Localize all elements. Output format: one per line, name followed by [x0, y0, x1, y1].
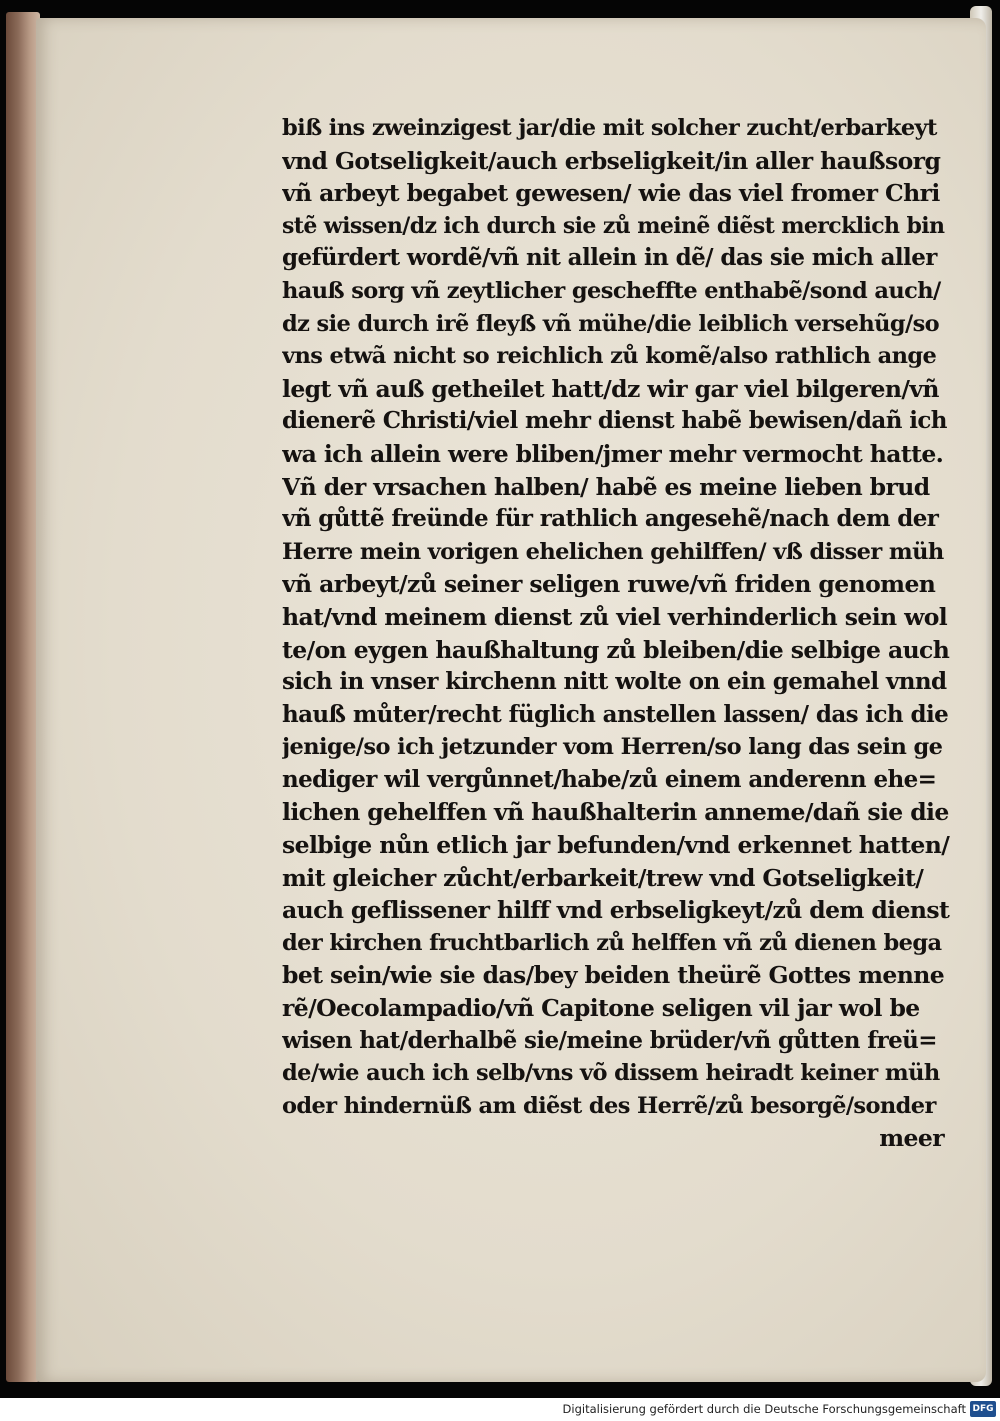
text-line: legt vñ auß getheilet hatt/dz wir gar viel bilgeren/vñ: [282, 374, 939, 403]
text-line: hauß můter/recht füglich anstellen lassen/ das ich die: [282, 700, 949, 728]
catchword: meer: [879, 1124, 944, 1153]
text-line: wisen hat/derhalbẽ sie/meine brüder/vñ gůtten freü=: [282, 1026, 937, 1054]
text-line: vñ gůttẽ freünde für rathlich angesehẽ/nach dem der: [282, 505, 939, 533]
text-line: nediger wil vergůnnet/habe/zů einem anderenn ehe=: [282, 765, 937, 793]
text-line: hat/vnd meinem dienst zů viel verhinderlich sein wol: [282, 602, 948, 631]
text-line: gefürdert wordẽ/vñ nit allein in dẽ/ das sie mich aller: [282, 244, 937, 272]
text-line: vñ arbeyt/zů seiner seligen ruwe/vñ friden genomen: [282, 570, 936, 599]
text-line: Vñ der vrsachen halben/ habẽ es meine lieben brud: [282, 472, 930, 501]
text-line: lichen gehelffen vñ haußhalterin anneme/dañ sie die: [282, 798, 949, 827]
text-line: stẽ wissen/dz ich durch sie zů meinẽ diẽst mercklich bin: [282, 212, 945, 239]
text-line: der kirchen fruchtbarlich zů helffen vñ zů dienen bega: [282, 929, 942, 956]
text-line: rẽ/Oecolampadio/vñ Capitone seligen vil jar wol be: [282, 994, 920, 1023]
digitization-credit: Digitalisierung gefördert durch die Deutsche Forschungsgemeinschaft: [562, 1402, 966, 1416]
text-line: hauß sorg vñ zeytlicher gescheffte enthabẽ/sond auch/: [282, 277, 941, 304]
text-line: oder hindernüß am diẽst des Herrẽ/zů besorgẽ/sonder: [282, 1092, 936, 1119]
page-text-block: [282, 112, 950, 1155]
text-line: jenige/so ich jetzunder vom Herren/so lang das sein ge: [282, 734, 943, 761]
book-fore-edge-left: [6, 12, 40, 1382]
footer-bar: [0, 1398, 1000, 1421]
text-line: sich in vnser kirchenn nitt wolte on ein gemahel vnnd: [282, 668, 947, 696]
text-line: dienerẽ Christi/viel mehr dienst habẽ bewisen/dañ ich: [282, 407, 947, 435]
text-line: te/on eygen haußhaltung zů bleiben/die selbige auch: [282, 635, 950, 664]
text-line: Herre mein vorigen ehelichen gehilffen/ vß disser müh: [282, 538, 944, 565]
text-line: wa ich allein were bliben/jmer mehr vermocht hatte.: [282, 439, 944, 468]
text-line: biß ins zweinzigest jar/die mit solcher zucht/erbarkeyt: [282, 115, 937, 141]
text-line: dz sie durch irẽ fleyß vñ mühe/die leiblich versehũg/so: [282, 310, 940, 337]
text-line: mit gleicher zůcht/erbarkeit/trew vnd Gotseligkeit/: [282, 863, 924, 892]
dfg-logo: DFG: [970, 1401, 996, 1417]
text-line: vñ arbeyt begabet gewesen/ wie das viel fromer Chri: [282, 179, 940, 208]
text-line: bet sein/wie sie das/bey beiden theürẽ Gottes menne: [282, 961, 945, 990]
text-line: vns etwã nicht so reichlich zů komẽ/also rathlich ange: [282, 343, 937, 370]
text-line: auch geflissener hilff vnd erbseligkeyt/zů dem dienst: [282, 896, 950, 925]
text-line: vnd Gotseligkeit/auch erbseligkeit/in aller haußsorg: [282, 146, 941, 175]
text-line: selbige nůn etlich jar befunden/vnd erkennet hatten/: [282, 831, 950, 860]
text-line: de/wie auch ich selb/vns võ dissem heiradt keiner müh: [282, 1060, 940, 1087]
